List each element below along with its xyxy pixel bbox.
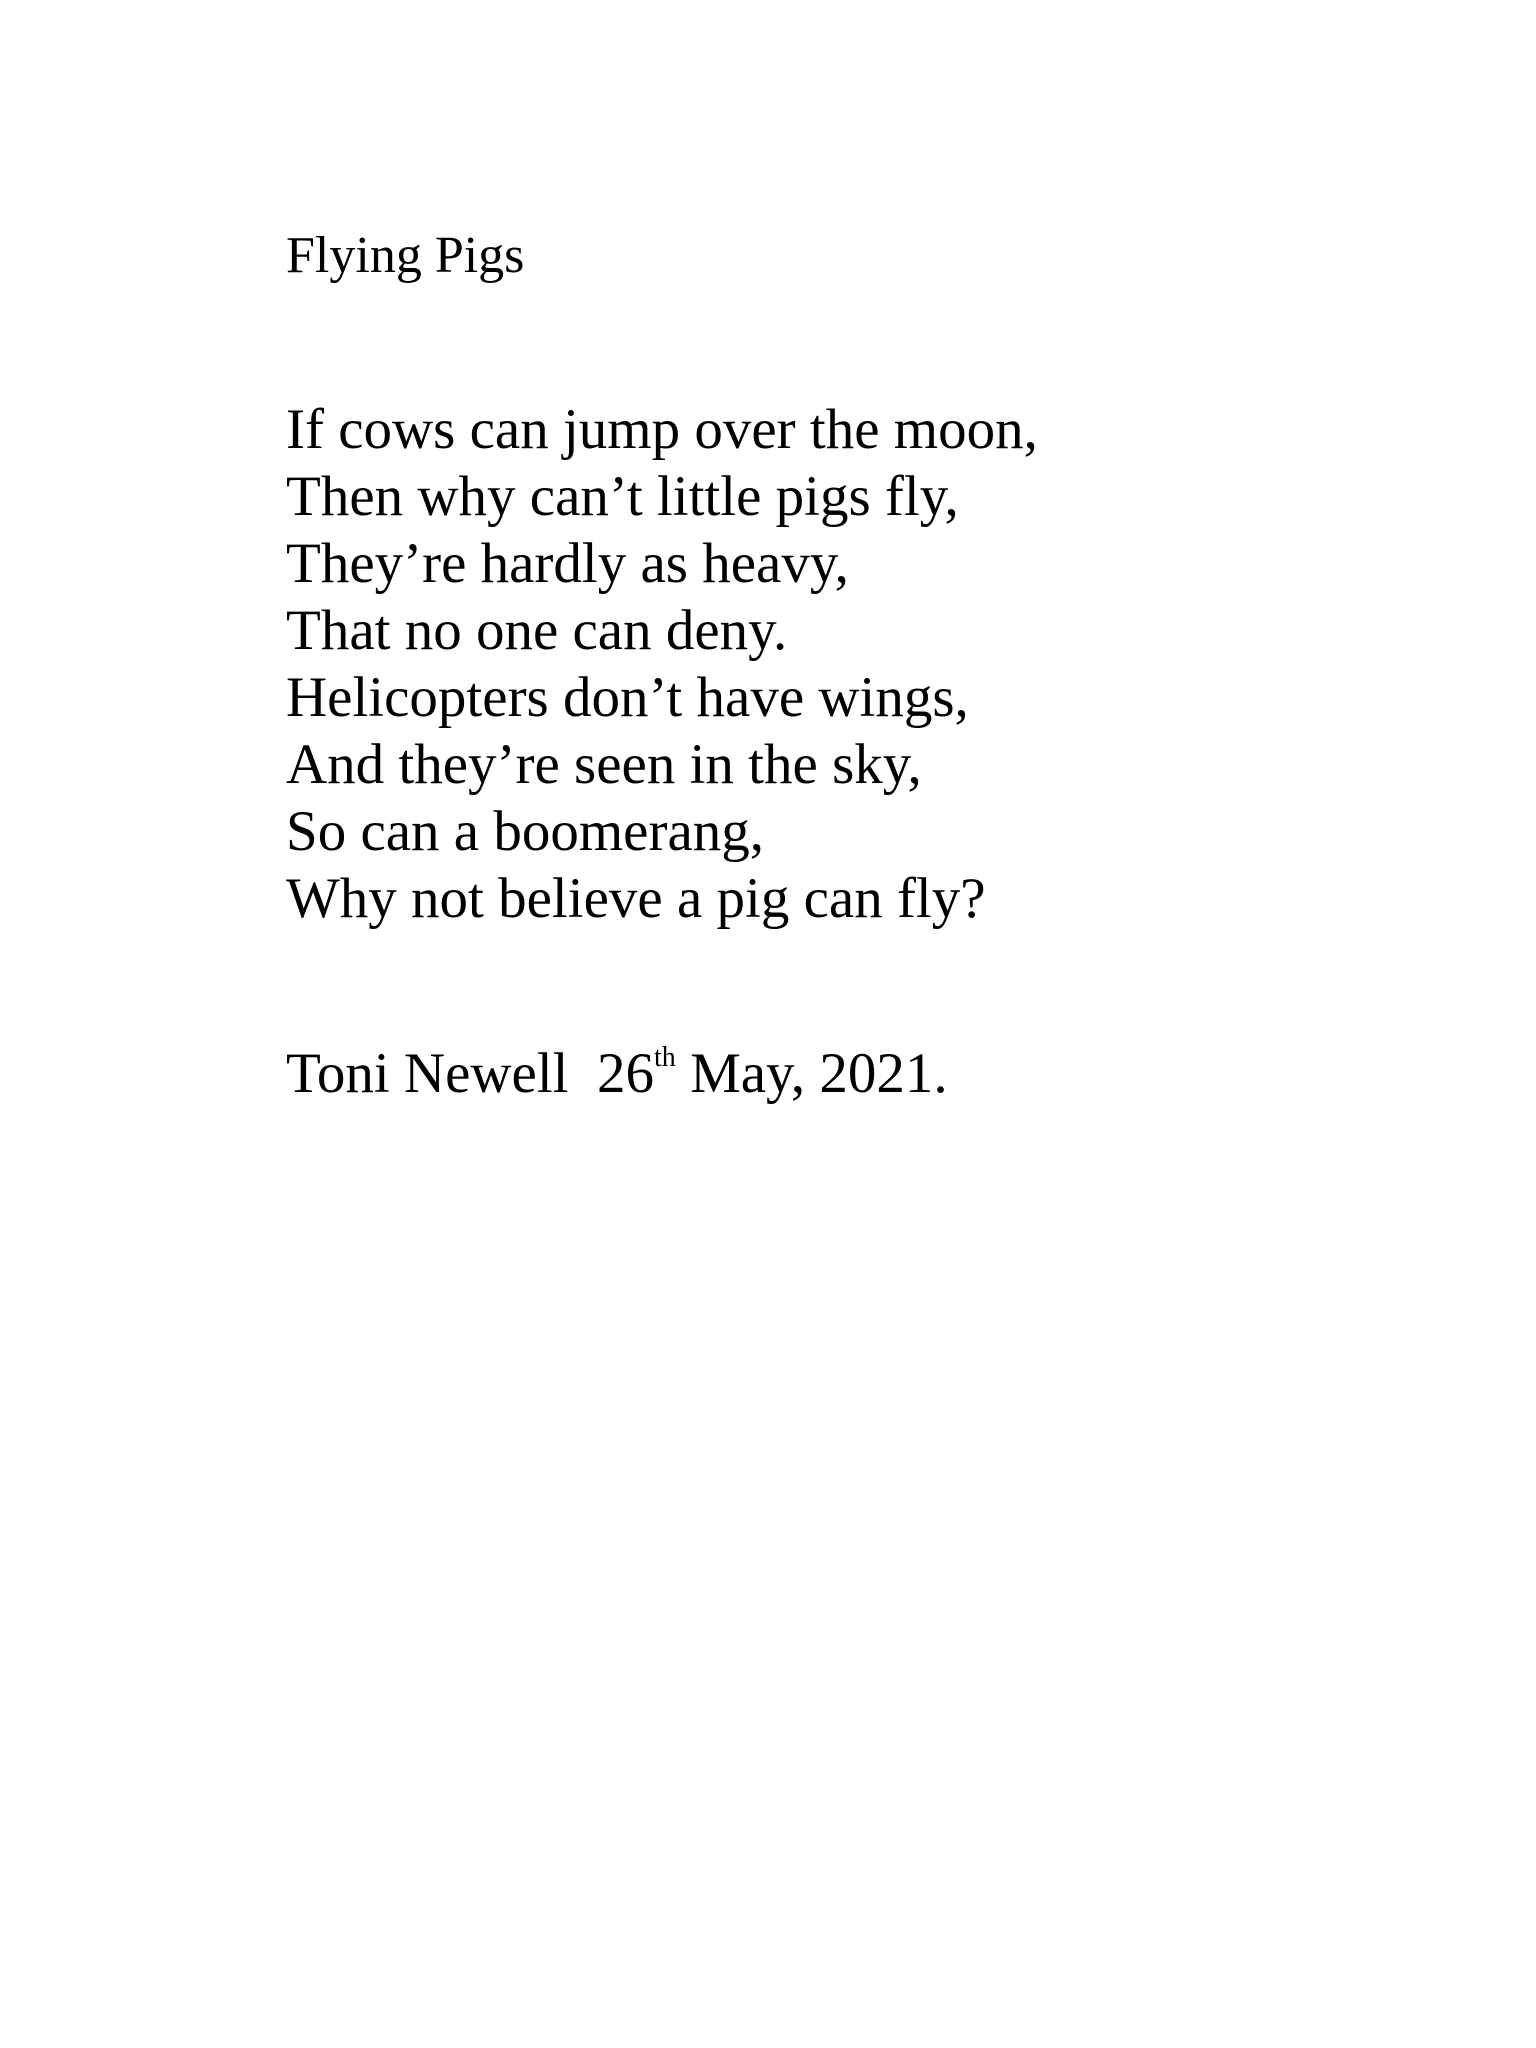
poem-line: Then why can’t little pigs fly,	[286, 465, 959, 528]
poem-body	[286, 396, 1038, 932]
author-name: Toni Newell	[286, 1042, 569, 1105]
poem-line: So can a boomerang,	[286, 800, 765, 863]
poem-line: That no one can deny.	[286, 599, 788, 662]
poem-line: They’re hardly as heavy,	[286, 532, 849, 595]
poem-title: Flying Pigs	[286, 227, 525, 284]
poem-line: Helicopters don’t have wings,	[286, 666, 969, 729]
poem-line: Why not believe a pig can fly?	[286, 867, 986, 930]
poem-line: And they’re seen in the sky,	[286, 733, 922, 796]
signature-line	[286, 1040, 948, 1107]
poem-line: If cows can jump over the moon,	[286, 398, 1038, 461]
date-day-suffix: th	[654, 1042, 676, 1073]
date-day	[597, 1042, 676, 1105]
date-day-number: 26	[597, 1042, 655, 1105]
date-month-year: May, 2021.	[690, 1042, 948, 1105]
